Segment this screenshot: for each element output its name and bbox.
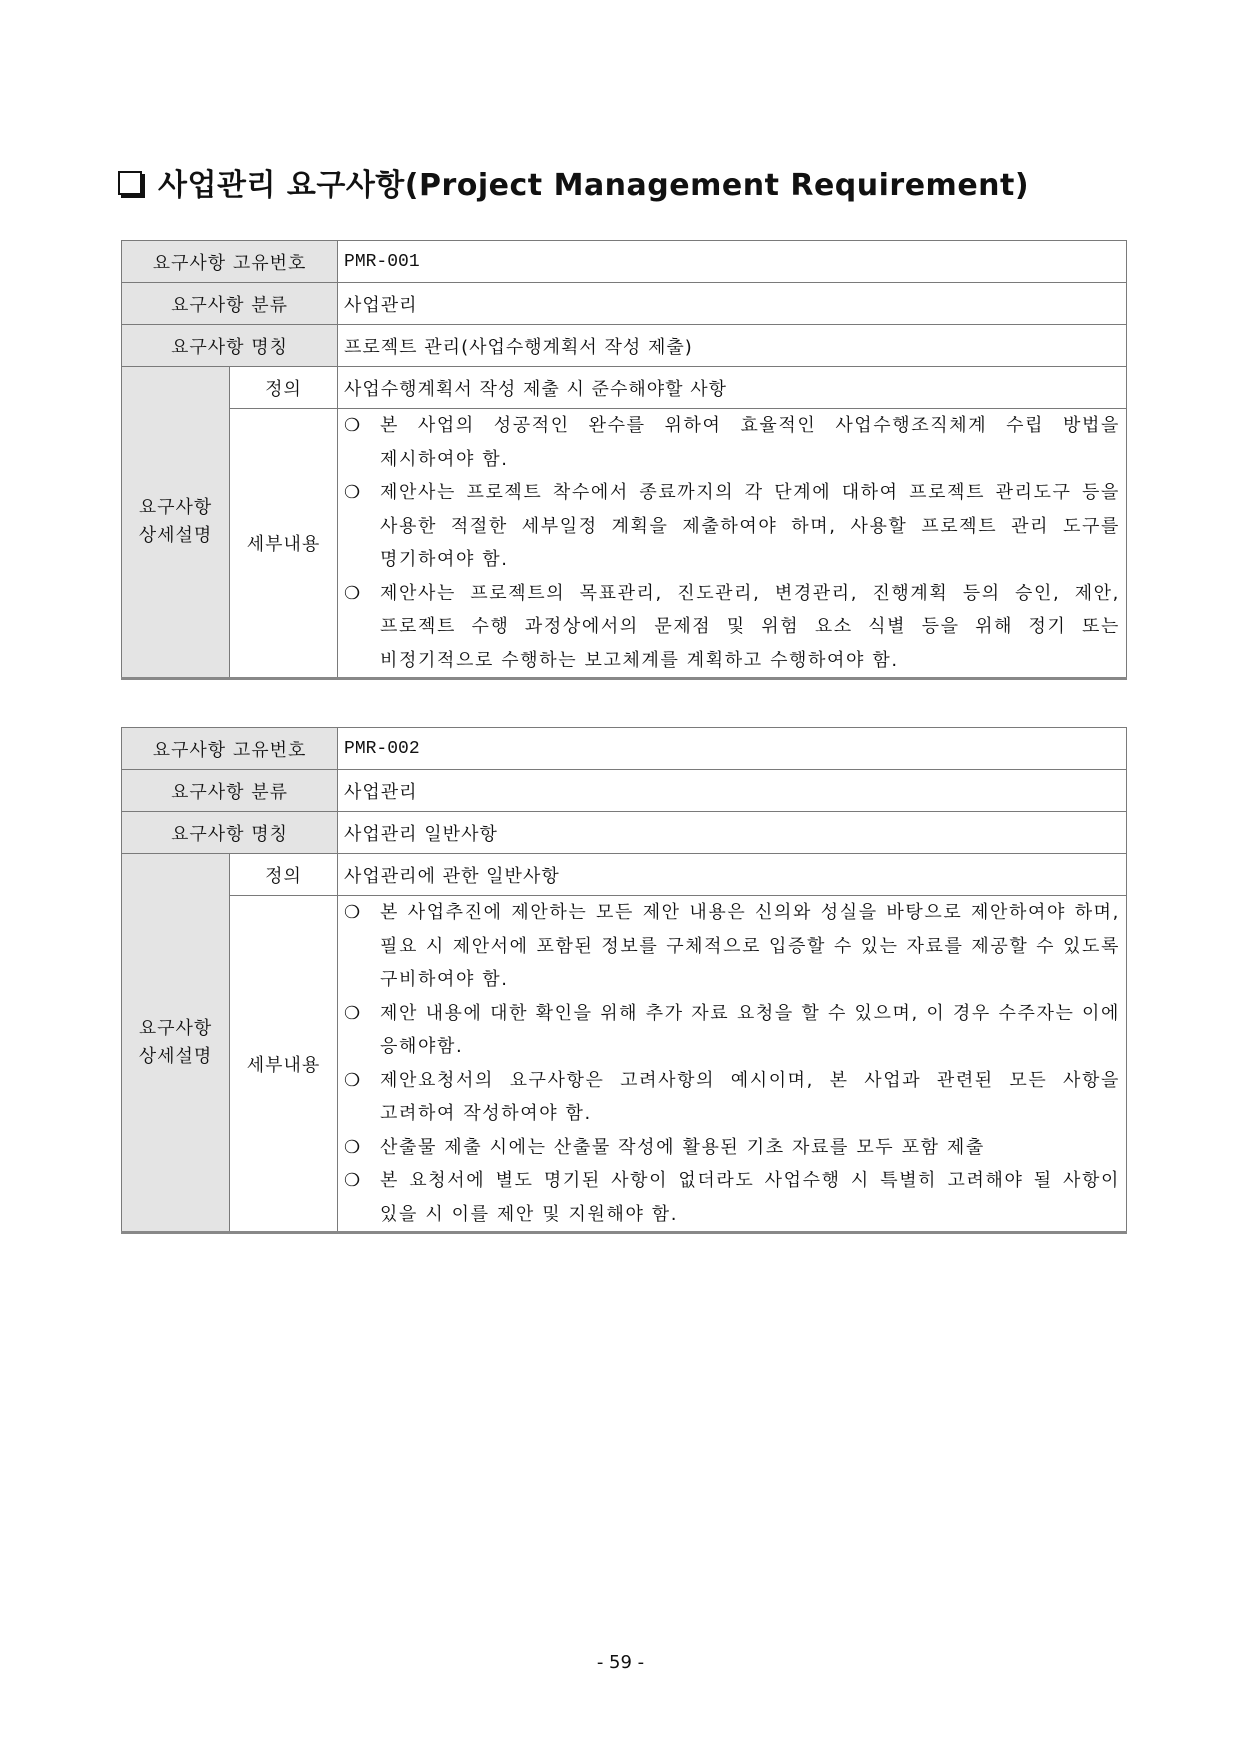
- table-row: [122, 854, 1127, 896]
- definition-label: 정의: [230, 367, 338, 409]
- page-title: [118, 160, 1029, 204]
- name-label: 요구사항 명칭: [122, 325, 338, 367]
- name-label: 요구사항 명칭: [122, 812, 338, 854]
- table-row: [122, 896, 1127, 1233]
- circle-bullet-icon: ❍: [344, 1002, 362, 1024]
- table-row: [122, 283, 1127, 325]
- sub-content-cell: [338, 896, 1127, 1233]
- list-item: [344, 409, 1120, 476]
- list-item-text: 산출물 제출 시에는 산출물 작성에 활용된 기초 자료를 모두 포함 제출: [380, 1136, 985, 1158]
- requirement-id: PMR-002: [338, 728, 1127, 770]
- table-row: [122, 325, 1127, 367]
- category-label: 요구사항 분류: [122, 283, 338, 325]
- id-label: 요구사항 고유번호: [122, 241, 338, 283]
- table-row: [122, 367, 1127, 409]
- detail-description-label: [122, 854, 230, 1233]
- table-row: [122, 770, 1127, 812]
- sub-content-cell: [338, 409, 1127, 679]
- id-label: 요구사항 고유번호: [122, 728, 338, 770]
- category-label: 요구사항 분류: [122, 770, 338, 812]
- list-item: [344, 476, 1120, 577]
- detail-label-line2: 상세설명: [138, 525, 213, 546]
- list-item-text: 제안 내용에 대한 확인을 위해 추가 자료 요청을 할 수 있으며, 이 경우 수주자는 이에 응해야함.: [380, 1002, 1120, 1057]
- list-item: [344, 896, 1120, 997]
- list-item: [344, 1064, 1120, 1131]
- requirement-category: 사업관리: [338, 283, 1127, 325]
- circle-bullet-icon: ❍: [344, 482, 362, 503]
- requirement-id: PMR-001: [338, 241, 1127, 283]
- sub-content-label: 세부내용: [230, 409, 338, 679]
- requirement-definition: 사업수행계획서 작성 제출 시 준수해야할 사항: [338, 367, 1127, 409]
- page-title-text: 사업관리 요구사항(Project Management Requirement): [158, 168, 1030, 203]
- detail-label-line1: 요구사항: [138, 1017, 213, 1039]
- list-item-text: 제안요청서의 요구사항은 고려사항의 예시이며, 본 사업과 관련된 모든 사항을 고려하여 작성하여야 함.: [380, 1069, 1120, 1124]
- detail-description-label: [122, 367, 230, 679]
- table-row: [122, 409, 1127, 679]
- list-item-text: 본 요청서에 별도 명기된 사항이 없더라도 사업수행 시 특별히 고려해야 될 사항이 있을 시 이를 제안 및 지원해야 함.: [380, 1170, 1120, 1225]
- list-item: [344, 1131, 1120, 1165]
- circle-bullet-icon: ❍: [344, 415, 362, 436]
- page-number: - 59 -: [596, 1652, 645, 1673]
- table-row: [122, 241, 1127, 283]
- requirement-definition: 사업관리에 관한 일반사항: [338, 854, 1127, 896]
- circle-bullet-icon: ❍: [344, 582, 362, 604]
- list-item: [344, 1164, 1120, 1231]
- sub-content-label: 세부내용: [230, 896, 338, 1233]
- list-item-text: 본 사업의 성공적인 완수를 위하여 효율적인 사업수행조직체계 수립 방법을 제시하여야 함.: [380, 415, 1120, 470]
- circle-bullet-icon: ❍: [344, 1170, 362, 1191]
- detail-label-line1: 요구사항: [138, 497, 213, 518]
- list-item: [344, 997, 1120, 1064]
- list-item-text: 제안사는 프로젝트 착수에서 종료까지의 각 단계에 대하여 프로젝트 관리도구 등을 사용한 적절한 세부일정 계획을 제출하여야 하며, 사용할 프로젝트 관리 도구를 명기하여야 함.: [380, 482, 1120, 570]
- table-row: [122, 812, 1127, 854]
- list-item: [344, 577, 1120, 678]
- requirement-table-pmr-002: [121, 727, 1127, 1234]
- requirement-name: 사업관리 일반사항: [338, 812, 1127, 854]
- definition-label: 정의: [230, 854, 338, 896]
- list-item-text: 제안사는 프로젝트의 목표관리, 진도관리, 변경관리, 진행계획 등의 승인, 제안, 프로젝트 수행 과정상에서의 문제점 및 위험 요소 식별 등을 위해 정기 또는 비정기적으로 수행하는 보고체계를 계획하고 수행하여야 함.: [380, 582, 1120, 671]
- circle-bullet-icon: ❍: [344, 1069, 362, 1091]
- list-item-text: 본 사업추진에 제안하는 모든 제안 내용은 신의와 성실을 바탕으로 제안하여야 하며, 필요 시 제안서에 포함된 정보를 구체적으로 입증할 수 있는 자료를 제공할 수 있도록 구비하여야 함.: [380, 902, 1120, 990]
- circle-bullet-icon: ❍: [344, 1136, 362, 1158]
- table-row: [122, 728, 1127, 770]
- checkbox-square-icon: [118, 171, 142, 195]
- sub-content-list: [344, 409, 1120, 677]
- sub-content-list: [344, 896, 1120, 1231]
- requirement-category: 사업관리: [338, 770, 1127, 812]
- requirement-name: 프로젝트 관리(사업수행계획서 작성 제출): [338, 325, 1127, 367]
- detail-label-line2: 상세설명: [138, 1045, 213, 1067]
- circle-bullet-icon: ❍: [344, 902, 362, 923]
- requirement-table-pmr-001: [121, 240, 1127, 680]
